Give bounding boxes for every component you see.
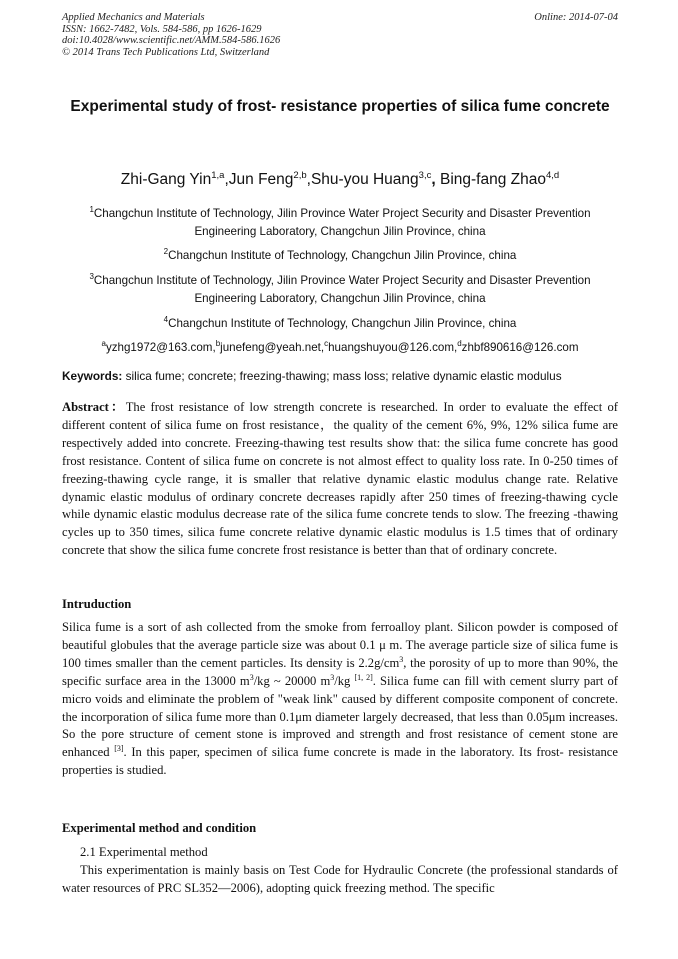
author-separator: , xyxy=(431,171,440,189)
author-affiliation-mark: 3,c xyxy=(418,170,432,181)
intro-text: . In this paper, specimen of silica fume concrete is made in the laboratory. Its frost- resistance properties is studied. xyxy=(62,745,618,778)
email-link[interactable]: huangshuyou@126.com, xyxy=(328,340,458,354)
affiliation-1 xyxy=(62,201,618,242)
author-emails xyxy=(62,335,618,357)
email-mark: c xyxy=(324,339,329,348)
keywords-label: Keywords: xyxy=(62,369,123,383)
author-separator: , xyxy=(224,171,229,189)
author-affiliation-mark: 4,d xyxy=(545,170,560,181)
email-mark: d xyxy=(457,339,462,348)
citation-mark[interactable]: [3] xyxy=(114,744,124,754)
experimental-paragraph: This experimentation is mainly basis on Test Code for Hydraulic Concrete (the professional standards of water resources of PRC SL352—2006), adopting quick freezing method. The specific xyxy=(62,863,618,895)
author-affiliation-mark: 1,a xyxy=(211,170,225,181)
author-name: Jun Feng xyxy=(228,171,294,189)
affiliation-mark: 2 xyxy=(163,247,169,256)
intro-text: . Silica fume can fill with cement slurry part of micro voids and eliminate the problem of "weak link" caused by different composite component of concrete. the incorporation of silica fume more than 0.1μm diameter largely decreased, that less than 0.05μm increases. So the pore structure of cement stone is improved and strength and frost resistance of cement stone are enhanced xyxy=(62,673,618,760)
author-name: Bing-fang Zhao xyxy=(439,171,546,189)
intro-text: Silica fume is a sort of ash collected from the smoke from ferroalloy plant. Silicon powder is composed of beautiful globules that the average particle size was about 0.1 μ m. The average particle size of silica fume is 100 times smaller than the cement particles. Its density is 2.2g/cm xyxy=(62,620,618,670)
email-link[interactable]: yzhg1972@163.com, xyxy=(105,340,216,354)
affiliation-mark: 1 xyxy=(89,205,94,214)
abstract-label: Abstract xyxy=(62,400,109,414)
citation-mark[interactable]: [1, 2] xyxy=(354,672,373,682)
abstract-text: The frost resistance of low strength concrete is researched. In order to evaluate the effect of different content of silica fume on frost resistance，the quality of the cement 6%, 9%, 12% silica fume are respectively added into concrete. Freezing-thawing test results show that: the silica fume concrete has good frost resistance. Content of silica fume on concrete is not almost effect to quality loss rate. In 0-250 times of freezing-thawing cycle range, it is smaller that relative dynamic elastic modulus change rate. Relative dynamic elastic modulus of ordinary concrete decreases rapidly after 250 times of freezing-thawing cycle while dynamic elastic modulus decrease rate of the silica fume concrete tends to slow. The freezing -thawing cycles up to 350 times, silica fume concrete relative dynamic elastic modulus is 1.5 times that of ordinary concrete that show the silica fume concrete frost resistance is better than that of ordinary concrete. xyxy=(62,400,619,558)
experimental-subheading: 2.1 Experimental method xyxy=(80,845,208,859)
keywords xyxy=(62,367,618,385)
abstract-colon: ： xyxy=(108,400,126,414)
issn-line: ISSN: 1662-7482, Vols. 584-586, pp 1626-1629 xyxy=(62,23,262,35)
paper-title: Experimental study of frost- resistance properties of silica fume concrete xyxy=(70,98,610,115)
affiliation-text: Changchun Institute of Technology, Changchun Jilin Province, china xyxy=(168,316,517,330)
affiliation-text: Changchun Institute of Technology, Jilin Province Water Project Security and Disaster Prevention Engineering Laboratory, Changchun Jilin Province, china xyxy=(93,206,591,239)
affiliation-3 xyxy=(62,268,618,309)
superscript: 3 xyxy=(330,672,335,682)
introduction-heading: Intruduction xyxy=(62,597,132,611)
introduction-paragraph xyxy=(62,619,618,780)
journal-header xyxy=(62,12,618,58)
intro-text: , the porosity of up to more than 90%, the specific surface area in the 13000 m xyxy=(62,655,618,688)
online-date: Online: 2014-07-04 xyxy=(534,12,618,23)
affiliation-text: Changchun Institute of Technology, Changchun Jilin Province, china xyxy=(168,248,517,262)
affiliation-mark: 3 xyxy=(89,272,94,281)
intro-text: /kg ~ 20000 m xyxy=(253,673,331,688)
journal-name: Applied Mechanics and Materials xyxy=(62,12,205,23)
email-mark: b xyxy=(215,339,221,348)
doi-line[interactable]: doi:10.4028/www.scientific.net/AMM.584-586.1626 xyxy=(62,35,281,47)
author-affiliation-mark: 2,b xyxy=(293,170,307,181)
affiliation-mark: 4 xyxy=(163,315,169,324)
keywords-text: silica fume; concrete; freezing-thawing; mass loss; relative dynamic elastic modulus xyxy=(122,369,562,383)
affiliation-text: Changchun Institute of Technology, Jilin Province Water Project Security and Disaster Prevention Engineering Laboratory, Changchun Jilin Province, china xyxy=(93,273,591,306)
affiliation-4 xyxy=(62,311,618,333)
email-link[interactable]: junefeng@yeah.net, xyxy=(220,340,325,354)
intro-text: /kg xyxy=(334,673,355,688)
author-separator: , xyxy=(306,171,311,189)
abstract xyxy=(62,399,618,560)
email-link[interactable]: zhbf890616@126.com xyxy=(461,340,579,354)
email-mark: a xyxy=(101,339,106,348)
author-name: Shu-you Huang xyxy=(310,171,419,189)
author-list xyxy=(62,166,618,190)
superscript: 3 xyxy=(399,654,404,664)
affiliation-2 xyxy=(62,243,618,265)
author-name: Zhi-Gang Yin xyxy=(120,171,212,189)
superscript: 3 xyxy=(249,672,254,682)
experimental-heading: Experimental method and condition xyxy=(62,821,257,835)
copyright-line: © 2014 Trans Tech Publications Ltd, Switzerland xyxy=(62,46,270,58)
